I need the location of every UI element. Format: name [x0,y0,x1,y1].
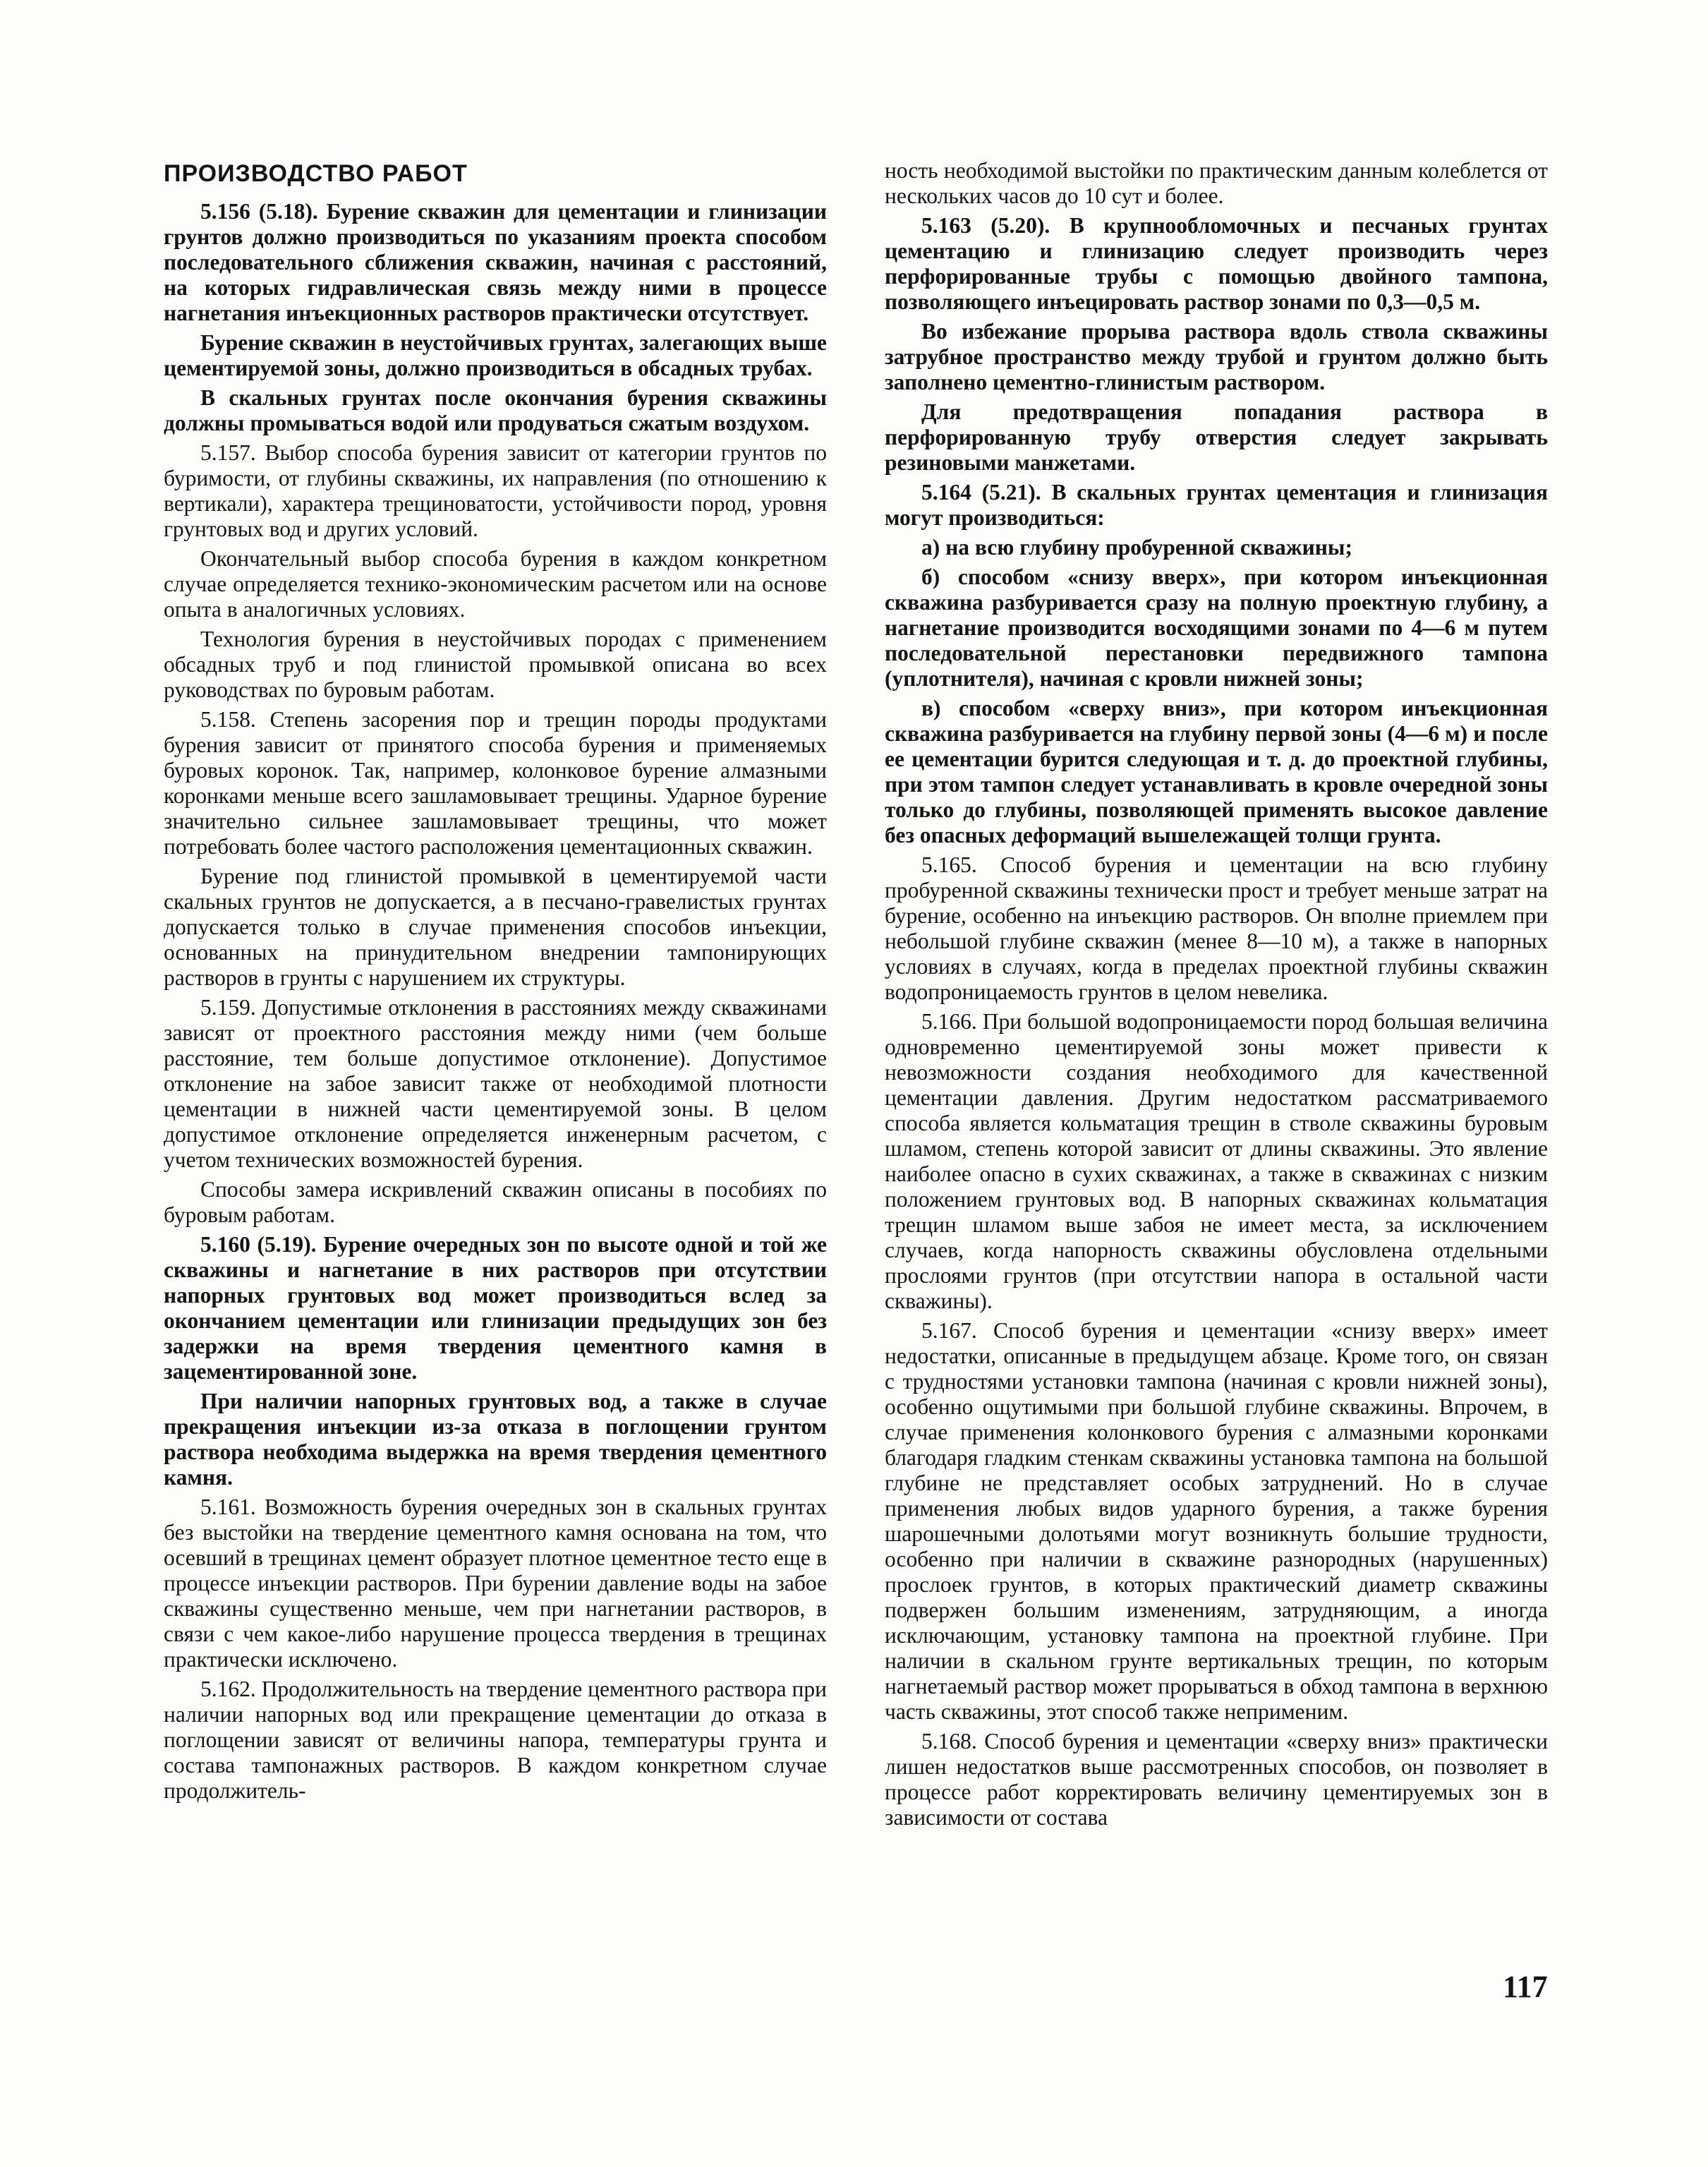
paragraph: 5.164 (5.21). В скальных грунтах цементация и глинизация могут производиться: [885,480,1548,530]
paragraph: При наличии напорных грунтовых вод, а также в случае прекращения инъекции из-за отказа в поглощении грунтом раствора необходима выдержка на время твердения цементного камня. [164,1389,827,1490]
paragraph: Технология бурения в неустойчивых породах с применением обсадных труб и под глинистой промывкой описана во всех руководствах по буровым работам. [164,627,827,702]
paragraph: 5.165. Способ бурения и цементации на всю глубину пробуренной скважины технически прост и требует меньше затрат на бурение, особенно на инъекцию растворов. Он вполне приемлем при небольшой глубине скважин (менее 8—10 м), а также в напорных условиях в случаях, когда в пределах проектной глубины скважин водопроницаемость грунтов в целом невелика. [885,852,1548,1004]
page-number: 117 [1503,1969,1548,2004]
paragraph: 5.167. Способ бурения и цементации «снизу вверх» имеет недостатки, описанные в предыдущем абзаце. Кроме того, он связан с трудностями установки тампона (начиная с кровли нижней зоны), особенно ощутимыми при большой глубине скважины. Впрочем, в случае применения колонкового бурения с алмазными коронками благодаря гладким стенкам скважины установка тампона на большой глубине не представляет особых затруднений. Но в случае применения любых видов ударного бурения, а также бурения шарошечными долотьями могут возникнуть большие трудности, особенно при наличии в скважине разнородных (нарушенных) прослоек грунтов, в которых практический диаметр скважины подвержен большим изменениям, затрудняющим, а иногда исключающим, установку тампона на проектной глубине. При наличии в скальном грунте вертикальных трещин, по которым нагнетаемый раствор может прорываться в обход тампона в верхнюю часть скважины, этот способ также неприменим. [885,1318,1548,1724]
section-heading: ПРОИЗВОДСТВО РАБОТ [164,160,468,187]
left-paragraphs [164,199,827,1804]
paragraph: 5.163 (5.20). В крупнообломочных и песчаных грунтах цементацию и глинизацию следует производить через перфорированные трубы с помощью двойного тампона, позволяющего инъецировать раствор зонами по 0,3—0,5 м. [885,213,1548,314]
paragraph: б) способом «снизу вверх», при котором инъекционная скважина разбуривается сразу на полную проектную глубину, а нагнетание производится восходящими зонами по 4—6 м путем последовательной перестановки передвижного тампона (уплотнителя), начиная с кровли нижней зоны; [885,565,1548,691]
paragraph: В скальных грунтах после окончания бурения скважины должны промываться водой или продуваться сжатым воздухом. [164,385,827,435]
paragraph: 5.159. Допустимые отклонения в расстояниях между скважинами зависят от проектного расстояния между ними (чем больше расстояние, тем больше допустимое отклонение). Допустимое отклонение на забое зависит также от необходимой плотности цементации в нижней части цементируемой зоны. В целом допустимое отклонение определяется инженерным расчетом, с учетом технических возможностей бурения. [164,995,827,1172]
paragraph: 5.156 (5.18). Бурение скважин для цементации и глинизации грунтов должно производиться по указаниям проекта способом последовательного сближения скважин, начиная с расстояний, на которых гидравлическая связь между ними в процессе нагнетания инъекционных растворов практически отсутствует. [164,199,827,325]
paragraph: Бурение скважин в неустойчивых грунтах, залегающих выше цементируемой зоны, должно производиться в обсадных трубах. [164,330,827,380]
paragraph: 5.162. Продолжительность на твердение цементного раствора при наличии напорных вод или прекращение цементации до отказа в поглощении зависят от величины напора, температуры грунта и состава тампонажных растворов. В каждом конкретном случае продолжитель- [164,1677,827,1803]
right-paragraphs [885,158,1548,1830]
paragraph: 5.161. Возможность бурения очередных зон в скальных грунтах без выстойки на твердение цементного камня основана на том, что осевший в трещинах цемент образует плотное цементное тесто еще в процессе инъекции растворов. При бурении давление воды на забое скважины существенно меньше, чем при нагнетании растворов, в связи с чем какое-либо нарушение процесса твердения в трещинах практически исключено. [164,1495,827,1672]
paragraph: 5.166. При большой водопроницаемости пород большая величина одновременно цементируемой зоны может привести к невозможности создания необходимого для качественной цементации давления. Другим недостатком рассматриваемого способа является кольматация трещин в стволе скважины буровым шламом, степень которой зависит от длины скважины. Это явление наиболее опасно в сухих скважинах, а также в скважинах с низким положением грунтовых вод. В напорных скважинах кольматация трещин шламом выше забоя не имеет места, за исключением случаев, когда напорность скважины обусловлена отдельными прослоями грунтов (при отсутствии напора в остальной части скважины). [885,1009,1548,1313]
paragraph: Окончательный выбор способа бурения в каждом конкретном случае определяется технико-экономическим расчетом или на основе опыта в аналогичных условиях. [164,546,827,622]
paragraph: 5.160 (5.19). Бурение очередных зон по высоте одной и той же скважины и нагнетание в них растворов при отсутствии напорных грунтовых вод может производиться вслед за окончанием цементации или глинизации предыдущих зон без задержки на время твердения цементного камня в зацементированной зоне. [164,1232,827,1384]
paragraph: 5.168. Способ бурения и цементации «сверху вниз» практически лишен недостатков выше рассмотренных способов, он позволяет в процессе работ корректировать величину цементируемых зон в зависимости от состава [885,1729,1548,1830]
paragraph: 5.157. Выбор способа бурения зависит от категории грунтов по буримости, от глубины скважины, их направления (по отношению к вертикали), характера трещиноватости, устойчивости пород, уровня грунтовых вод и других условий. [164,440,827,541]
paragraph: в) способом «сверху вниз», при котором инъекционная скважина разбуривается на глубину первой зоны (4—6 м) и после ее цементации бурится следующая и т. д. до проектной глубины, при этом тампон следует устанавливать в кровле очередной зоны только до глубины, позволяющей применять высокое давление без опасных деформаций вышележащей толщи грунта. [885,696,1548,847]
paragraph: ность необходимой выстойки по практическим данным колеблется от нескольких часов до 10 сут и более. [885,158,1548,208]
paragraph: Для предотвращения попадания раствора в перфорированную трубу отверстия следует закрывать резиновыми манжетами. [885,399,1548,475]
paragraph: Способы замера искривлений скважин описаны в пособиях по буровым работам. [164,1177,827,1227]
paragraph: 5.158. Степень засорения пор и трещин породы продуктами бурения зависит от принятого способа бурения и применяемых буровых коронок. Так, например, колонковое бурение алмазными коронками меньше всего зашламовывает трещины. Ударное бурение значительно сильнее зашламовывает трещины, что может потребовать более частого расположения цементационных скважин. [164,707,827,859]
right-column [885,158,1548,1835]
paragraph: Во избежание прорыва раствора вдоль ствола скважины затрубное пространство между трубой и грунтом должно быть заполнено цементно-глинистым раствором. [885,319,1548,394]
paragraph: Бурение под глинистой промывкой в цементируемой части скальных грунтов не допускается, а в песчано-гравелистых грунтах допускается только в случае применения способов инъекции, основанных на принудительном внедрении тампонирующих растворов в грунты с нарушением их структуры. [164,864,827,990]
paragraph: а) на всю глубину пробуренной скважины; [921,535,1353,560]
left-column [164,148,827,1808]
